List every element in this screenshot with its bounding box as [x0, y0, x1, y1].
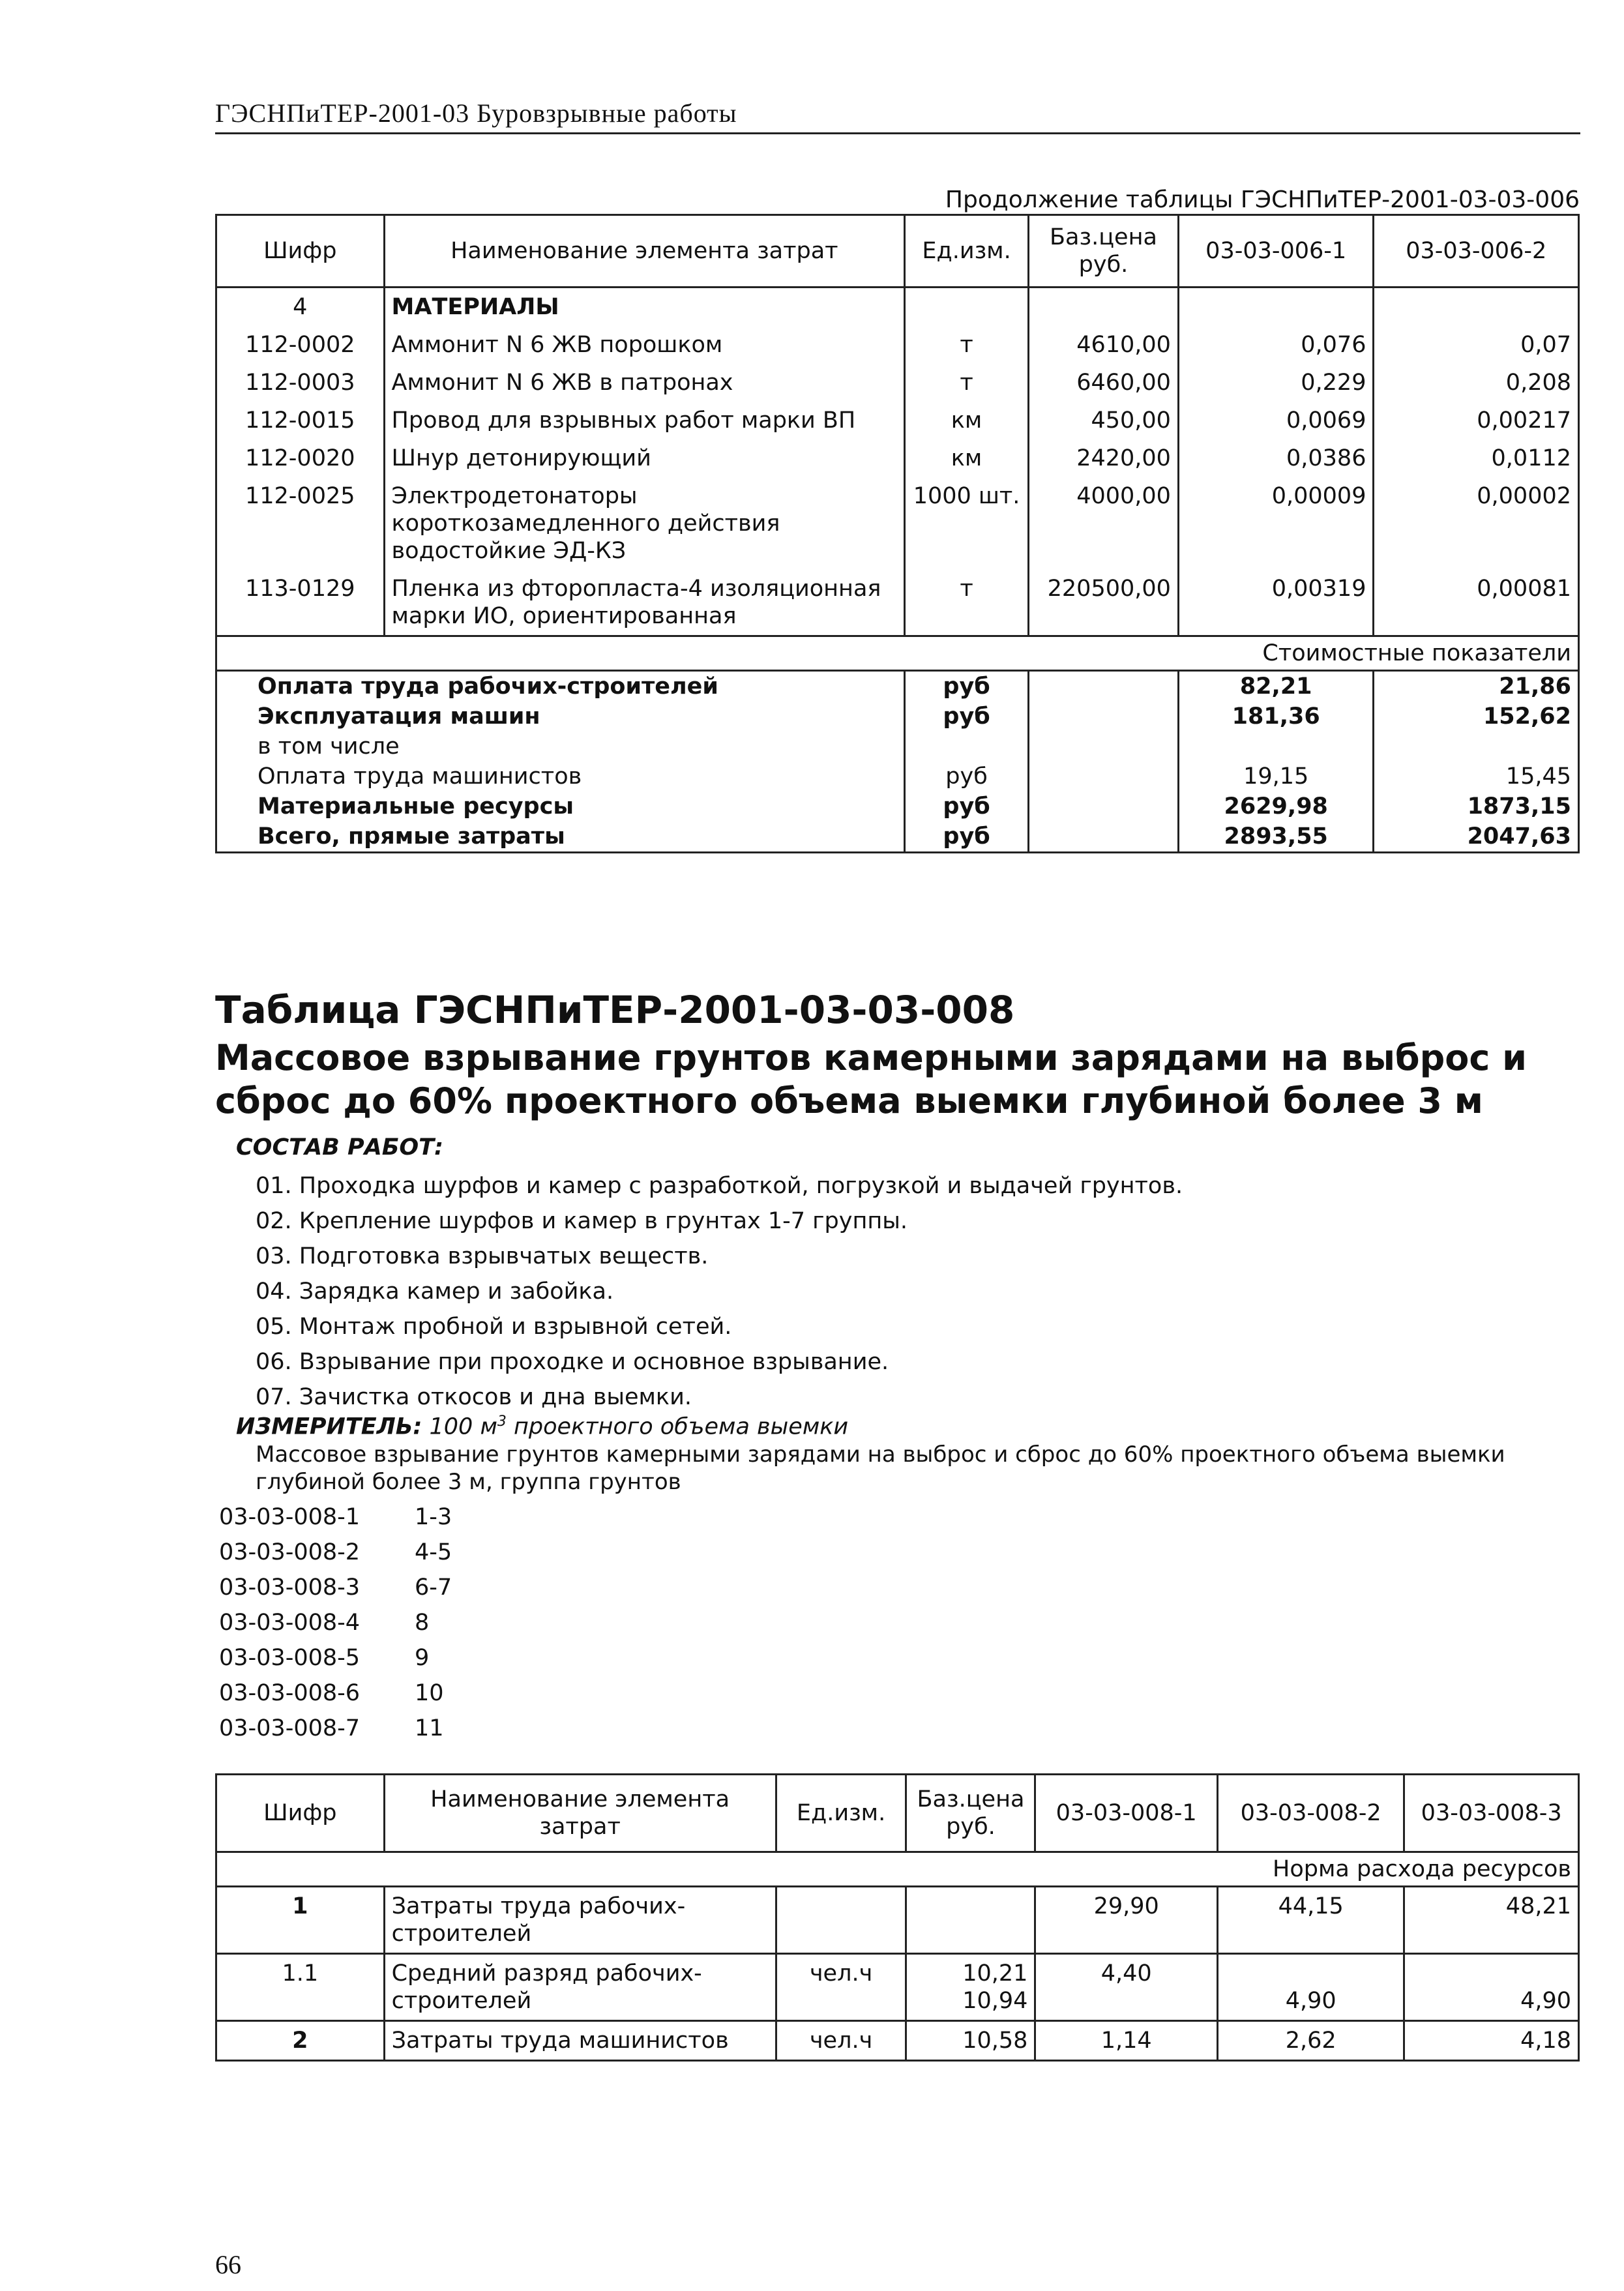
row-name: Электродетонаторы короткозамедленного действия водостойкие ЭД-КЗ: [384, 477, 905, 570]
running-header: ГЭСНПиТЕР-2001-03 Буровзрывные работы: [215, 98, 1580, 134]
list-item: [219, 1500, 452, 1535]
cost-unit: руб: [905, 761, 1029, 791]
page-number: 66: [215, 2250, 241, 2279]
cost-value-2: 1873,15: [1374, 791, 1579, 821]
code: 03-03-008-2: [219, 1539, 361, 1565]
cost-row: [216, 791, 1579, 821]
table-subtitle: Массовое взрывание грунтов камерными зарядами на выброс и сброс до 60% проектного объема выемки глубиной более 3 м: [215, 1037, 1528, 1121]
list-item: 05. Монтаж пробной и взрывной сетей.: [256, 1314, 732, 1340]
table-row: [216, 439, 1579, 477]
row-value-1: 29,90: [1035, 1887, 1218, 1954]
table-row: [216, 1887, 1579, 1954]
group: 8: [415, 1610, 430, 1636]
measure-description: Массовое взрывание грунтов камерными зарядами на выброс и сброс до 60% проектного объема выемки глубиной более 3 м, группа грунтов: [256, 1441, 1505, 1495]
list-item: [219, 1535, 452, 1570]
row-code: 112-0015: [216, 402, 385, 439]
resources-table: [215, 1773, 1580, 2062]
group: 4-5: [415, 1539, 452, 1565]
section-code: 4: [216, 288, 385, 327]
row-price-b: 10,94: [962, 1988, 1028, 2014]
table-row: [216, 477, 1579, 570]
row-value-2: 0,208: [1374, 364, 1579, 402]
table-title: Таблица ГЭСНПиТЕР-2001-03-03-008: [215, 988, 1015, 1032]
row-price: 4000,00: [1029, 477, 1179, 570]
col-norm1-header: 03-03-008-1: [1035, 1775, 1218, 1852]
row-value-1: 0,0386: [1178, 439, 1374, 477]
col-name-header: Наименование элемента затрат: [384, 1775, 776, 1852]
col-norm2-header: 03-03-006-2: [1374, 215, 1579, 288]
row-value-2: 44,15: [1217, 1887, 1404, 1954]
row-value-2: 0,00081: [1374, 570, 1579, 636]
cost-row: [216, 761, 1579, 791]
list-item: 02. Крепление шурфов и камер в грунтах 1-7 группы.: [256, 1208, 908, 1234]
cost-value-2: 15,45: [1374, 761, 1579, 791]
group: 6-7: [415, 1574, 452, 1601]
list-item: 06. Взрывание при проходке и основное взрывание.: [256, 1349, 889, 1375]
table-row: [216, 402, 1579, 439]
code: 03-03-008-1: [219, 1504, 361, 1530]
row-price: 6460,00: [1029, 364, 1179, 402]
cost-name: Всего, прямые затраты: [216, 821, 905, 853]
col-code-header: Шифр: [216, 215, 385, 288]
cost-value-1: 2629,98: [1178, 791, 1374, 821]
list-item: 01. Проходка шурфов и камер с разработкой, погрузкой и выдачей грунтов.: [256, 1173, 1183, 1199]
col-norm2-header: 03-03-008-2: [1217, 1775, 1404, 1852]
row-value-3: 4,90: [1404, 1954, 1579, 2021]
row-name: Аммонит N 6 ЖВ порошком: [384, 326, 905, 364]
row-code: 112-0003: [216, 364, 385, 402]
row-value-3: 4,18: [1404, 2021, 1579, 2061]
table-row: [216, 1954, 1579, 2021]
col-name-header: Наименование элемента затрат: [384, 215, 905, 288]
row-value-2: 0,00002: [1374, 477, 1579, 570]
cost-unit: руб: [905, 671, 1029, 702]
measure-value: 100 м: [429, 1413, 497, 1440]
row-price: [906, 1887, 1035, 1954]
row-value-2: 0,0112: [1374, 439, 1579, 477]
row-price: 4610,00: [1029, 326, 1179, 364]
row-price: 2420,00: [1029, 439, 1179, 477]
row-value-2: 2,62: [1217, 2021, 1404, 2061]
cost-name: Оплата труда рабочих-строителей: [216, 671, 905, 702]
row-value-1: 0,076: [1178, 326, 1374, 364]
group: 9: [415, 1645, 430, 1671]
table-header-row: [216, 215, 1579, 288]
row-code: 112-0020: [216, 439, 385, 477]
measure-rest: проектного объема выемки: [506, 1413, 849, 1440]
measure-sup: 3: [497, 1413, 507, 1430]
list-item: [219, 1711, 452, 1746]
cost-row: [216, 671, 1579, 702]
table-row: [216, 326, 1579, 364]
row-value-3: 48,21: [1404, 1887, 1579, 1954]
row-price: [906, 1954, 1035, 2021]
code: 03-03-008-7: [219, 1715, 361, 1741]
row-unit: 1000 шт.: [905, 477, 1029, 570]
row-value-2: 0,00217: [1374, 402, 1579, 439]
row-code: 2: [216, 2021, 385, 2061]
cost-row: [216, 702, 1579, 732]
row-name: Провод для взрывных работ марки ВП: [384, 402, 905, 439]
section-title: МАТЕРИАЛЫ: [384, 288, 905, 327]
row-value-1: 0,0069: [1178, 402, 1374, 439]
cost-name: Материальные ресурсы: [216, 791, 905, 821]
row-code: 112-0002: [216, 326, 385, 364]
col-unit-header: Ед.изм.: [776, 1775, 906, 1852]
cost-value-1: [1178, 732, 1374, 761]
cost-value-1: 181,36: [1178, 702, 1374, 732]
row-value-1: 4,40: [1035, 1954, 1218, 2021]
group: 10: [415, 1680, 444, 1706]
list-item: 03. Подготовка взрывчатых веществ.: [256, 1243, 709, 1269]
row-unit: чел.ч: [776, 2021, 906, 2061]
section-row: [216, 288, 1579, 327]
code: 03-03-008-3: [219, 1574, 361, 1601]
row-code: 1: [216, 1887, 385, 1954]
row-name: Аммонит N 6 ЖВ в патронах: [384, 364, 905, 402]
row-code: 1.1: [216, 1954, 385, 2021]
cost-value-2: 152,62: [1374, 702, 1579, 732]
row-unit: чел.ч: [776, 1954, 906, 2021]
row-price: 220500,00: [1029, 570, 1179, 636]
list-item: [219, 1640, 452, 1676]
row-unit: км: [905, 402, 1029, 439]
cost-unit: руб: [905, 702, 1029, 732]
col-price-header: Баз.цена руб.: [906, 1775, 1035, 1852]
col-price-header: Баз.цена руб.: [1029, 215, 1179, 288]
list-item: 07. Зачистка откосов и дна выемки.: [256, 1384, 692, 1410]
row-value-1: 0,229: [1178, 364, 1374, 402]
row-value-2: 0,07: [1374, 326, 1579, 364]
row-unit: км: [905, 439, 1029, 477]
row-name: Средний разряд рабочих-строителей: [384, 1954, 776, 2021]
table-row: [216, 364, 1579, 402]
norm-header-row: [216, 1852, 1579, 1887]
code: 03-03-008-6: [219, 1680, 361, 1706]
list-item: [219, 1570, 452, 1605]
cost-name: в том числе: [216, 732, 905, 761]
row-price: 450,00: [1029, 402, 1179, 439]
row-value-1: 1,14: [1035, 2021, 1218, 2061]
cost-unit: руб: [905, 821, 1029, 853]
row-value-1: 0,00319: [1178, 570, 1374, 636]
group: 11: [415, 1715, 444, 1741]
list-item: [219, 1605, 452, 1640]
works-list: [256, 1168, 1183, 1415]
row-unit: т: [905, 364, 1029, 402]
row-code: 113-0129: [216, 570, 385, 636]
cost-name: Оплата труда машинистов: [216, 761, 905, 791]
norm-header: Норма расхода ресурсов: [216, 1852, 1579, 1887]
col-norm1-header: 03-03-006-1: [1178, 215, 1374, 288]
cost-name: Эксплуатация машин: [216, 702, 905, 732]
cost-row: [216, 732, 1579, 761]
row-unit: т: [905, 326, 1029, 364]
row-value-1: 0,00009: [1178, 477, 1374, 570]
code: 03-03-008-4: [219, 1610, 361, 1636]
cost-header-row: [216, 636, 1579, 671]
row-price-a: 10,21: [962, 1960, 1028, 1987]
group: 1-3: [415, 1504, 452, 1530]
row-name: Затраты труда рабочих-строителей: [384, 1887, 776, 1954]
cost-value-1: 19,15: [1178, 761, 1374, 791]
cost-row: [216, 821, 1579, 853]
row-price: 10,58: [906, 2021, 1035, 2061]
measure-label: ИЗМЕРИТЕЛЬ:: [236, 1413, 422, 1440]
cost-value-1: 2893,55: [1178, 821, 1374, 853]
table-header-row: [216, 1775, 1579, 1852]
cost-unit: руб: [905, 791, 1029, 821]
works-label: СОСТАВ РАБОТ:: [236, 1134, 443, 1160]
list-item: [219, 1676, 452, 1711]
cost-header: Стоимостные показатели: [216, 636, 1579, 671]
row-name: Шнур детонирующий: [384, 439, 905, 477]
cost-value-2: [1374, 732, 1579, 761]
row-code: 112-0025: [216, 477, 385, 570]
materials-table: [215, 214, 1580, 853]
row-unit: [776, 1887, 906, 1954]
code: 03-03-008-5: [219, 1645, 361, 1671]
table-continuation-caption: Продолжение таблицы ГЭСНПиТЕР-2001-03-03-006: [945, 186, 1580, 213]
row-name: Пленка из фторопласта-4 изоляционная марки ИО, ориентированная: [384, 570, 905, 636]
measure-line: [236, 1413, 848, 1440]
col-norm3-header: 03-03-008-3: [1404, 1775, 1579, 1852]
cost-value-2: 2047,63: [1374, 821, 1579, 853]
table-row: [216, 2021, 1579, 2061]
cost-unit: [905, 732, 1029, 761]
row-unit: т: [905, 570, 1029, 636]
table-row: [216, 570, 1579, 636]
col-code-header: Шифр: [216, 1775, 385, 1852]
row-name: Затраты труда машинистов: [384, 2021, 776, 2061]
list-item: 04. Зарядка камер и забойка.: [256, 1279, 614, 1305]
col-unit-header: Ед.изм.: [905, 215, 1029, 288]
cost-value-1: 82,21: [1178, 671, 1374, 702]
row-value-2: 4,90: [1217, 1954, 1404, 2021]
codes-list: [219, 1500, 452, 1746]
cost-value-2: 21,86: [1374, 671, 1579, 702]
